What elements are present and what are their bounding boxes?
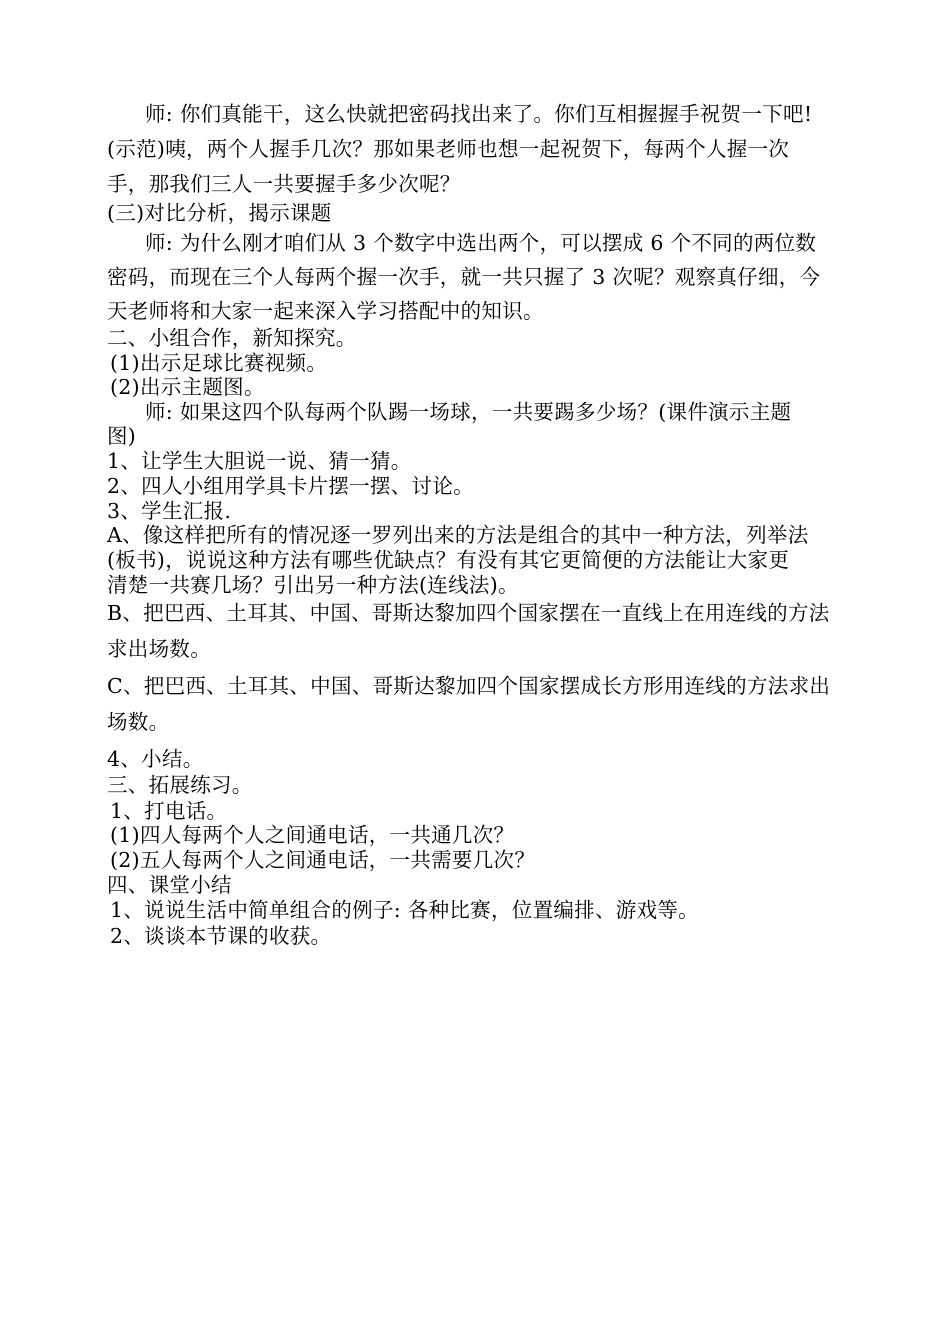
text-line: C、把巴西、土耳其、中国、哥斯达黎加四个国家摆成长方形用连线的方法求出 — [107, 674, 831, 698]
list-item: 2、谈谈本节课的收获。 — [110, 924, 332, 948]
text-line: B、把巴西、土耳其、中国、哥斯达黎加四个国家摆在一直线上在用连线的方法 — [107, 601, 830, 625]
text-line: 师: 你们真能干，这么快就把密码找出来了。你们互相握握手祝贺一下吧! — [145, 102, 813, 126]
text-line: 求出场数。 — [107, 637, 211, 661]
section-heading: 三、拓展练习。 — [107, 773, 253, 797]
text-line: A、像这样把所有的情况逐一罗列出来的方法是组合的其中一种方法，列举法 — [107, 523, 809, 547]
text-line: 手，那我们三人一共要握手多少次呢？ — [107, 172, 461, 196]
list-item: 1、打电话。 — [110, 799, 228, 823]
list-item: 1、说说生活中简单组合的例子: 各种比赛，位置编排、游戏等。 — [110, 898, 699, 922]
text-line: 清楚一共赛几场？引出另一种方法(连线法)。 — [107, 573, 519, 597]
text-line: 师: 如果这四个队每两个队踢一场球，一共要踢多少场？(课件演示主题 — [145, 400, 792, 424]
text-line: 场数。 — [107, 710, 170, 734]
list-item: (2)出示主题图。 — [110, 375, 265, 399]
text-line: 师: 为什么刚才咱们从 3 个数字中选出两个，可以摆成 6 个不同的两位数 — [145, 231, 817, 255]
list-item: (1)四人每两个人之间通电话，一共通几次？ — [110, 823, 515, 847]
list-item: 1、让学生大胆说一说、猜一猜。 — [107, 449, 412, 473]
text-line: (示范)咦，两个人握手几次？那如果老师也想一起祝贺下，每两个人握一次 — [107, 137, 790, 161]
section-heading: (三)对比分析，揭示课题 — [107, 201, 332, 225]
text-line: 图) — [107, 424, 137, 448]
list-item: 3、学生汇报. — [107, 499, 232, 523]
section-heading: 四、课堂小结 — [107, 873, 232, 897]
text-line: 密码，而现在三个人每两个握一次手，就一共只握了 3 次呢？观察真仔细，今 — [107, 265, 821, 289]
list-item: (2)五人每两个人之间通电话，一共需要几次？ — [110, 848, 536, 872]
list-item: 4、小结。 — [107, 747, 204, 771]
list-item: 2、四人小组用学具卡片摆一摆、讨论。 — [107, 474, 474, 498]
text-line: (板书)，说说这种方法有哪些优缺点？有没有其它更简便的方法能让大家更 — [107, 548, 790, 572]
section-heading: 二、小组合作，新知探究。 — [107, 326, 357, 350]
list-item: (1)出示足球比赛视频。 — [110, 351, 328, 375]
text-line: 天老师将和大家一起来深入学习搭配中的知识。 — [107, 299, 544, 323]
